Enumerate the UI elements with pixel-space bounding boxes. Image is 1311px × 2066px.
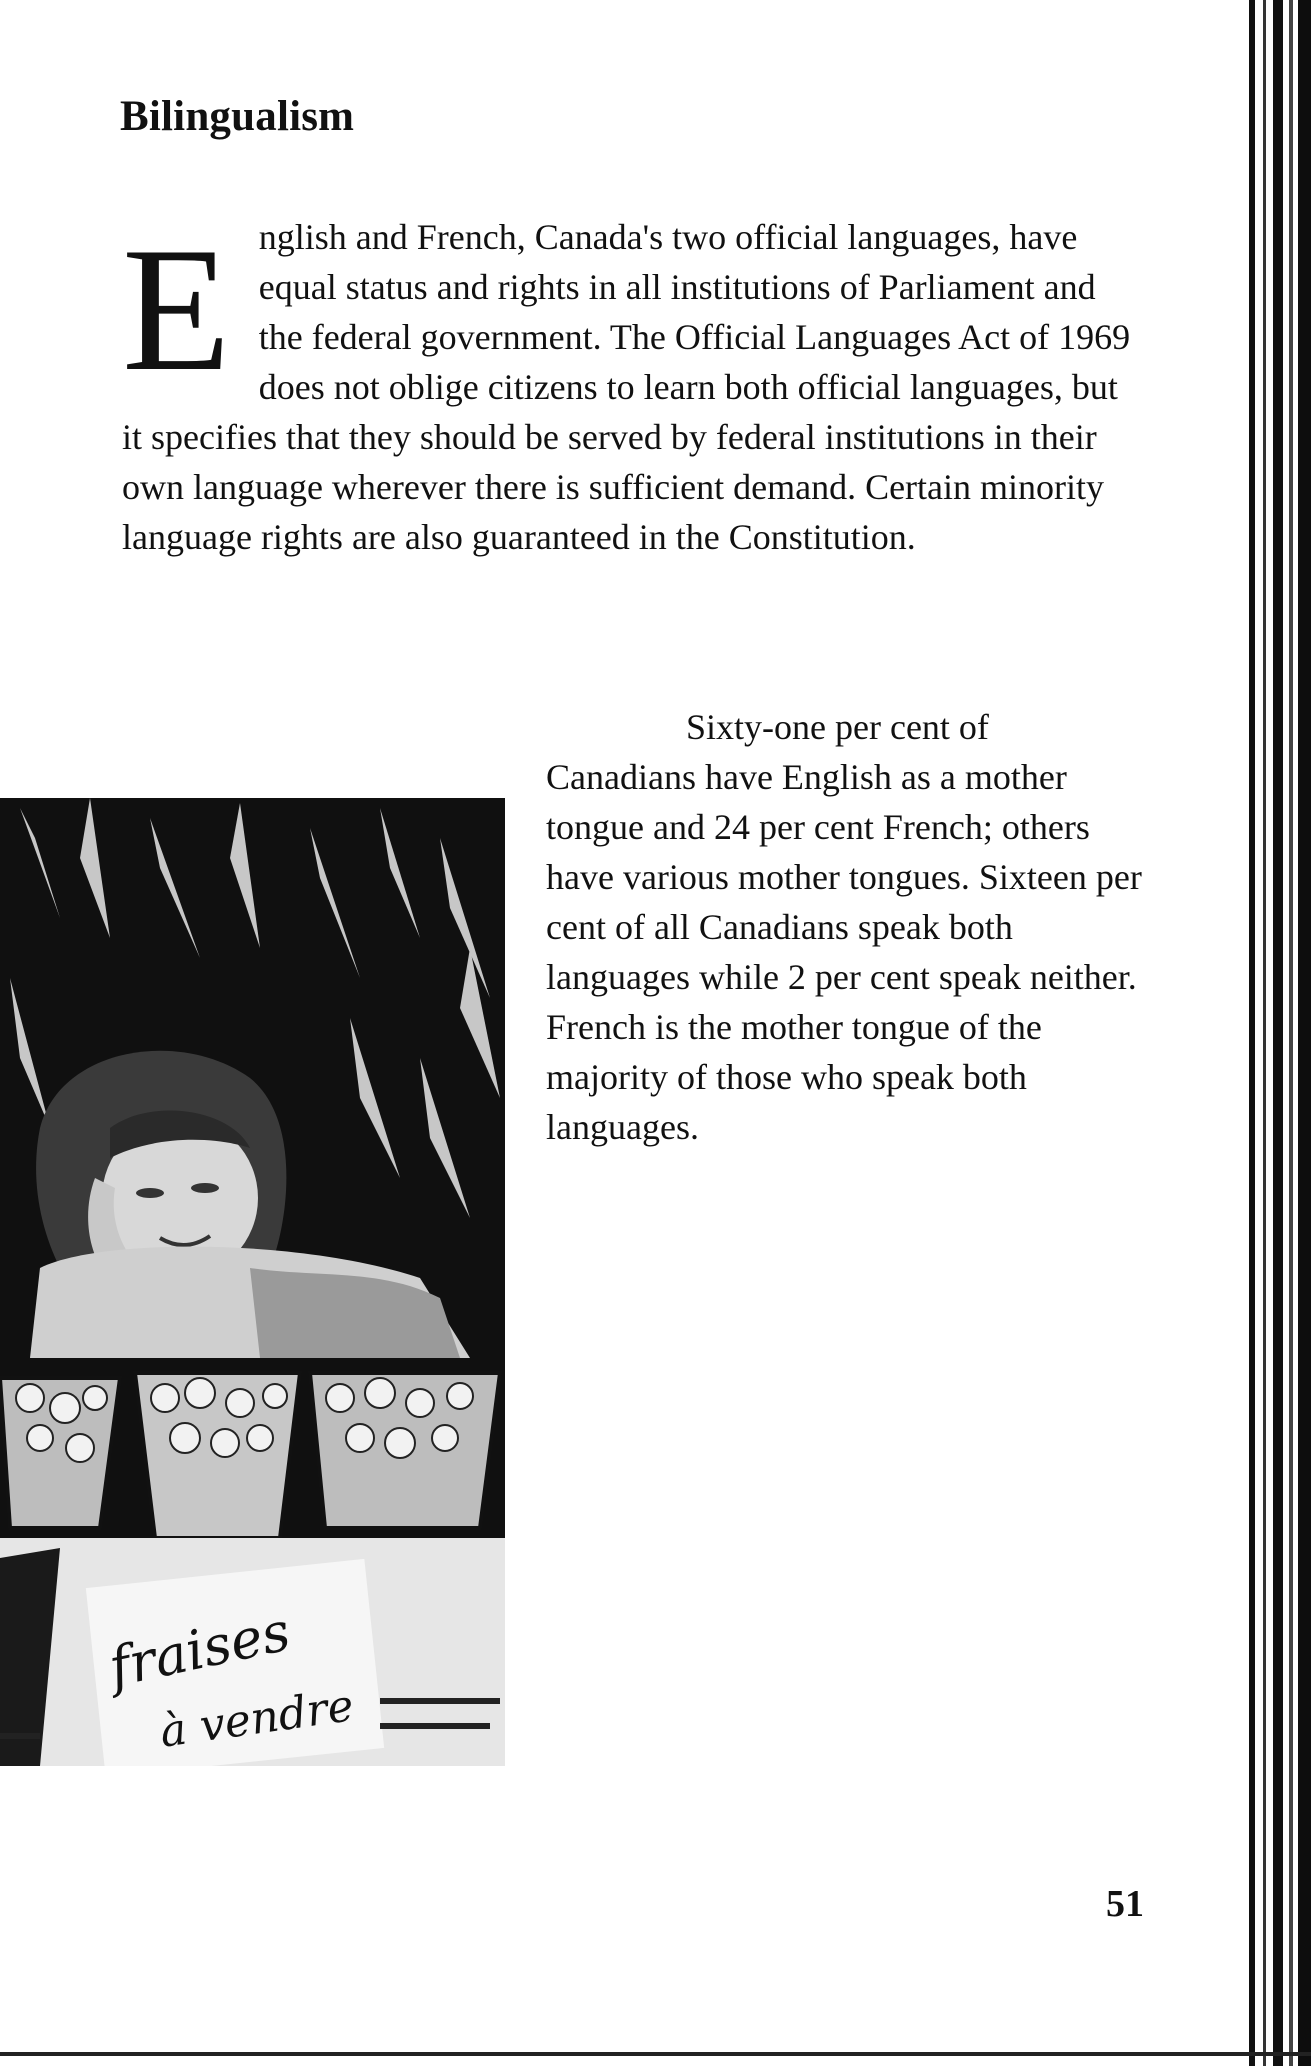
intro-text: nglish and French, Canada's two official languages, have equal status and rights in all institutions of Parliament and the federal government. The Official Languages Act of 1969 does not oblige citizens to learn both official languages, but it specifies that they should be served by federal institutions in their own language wherever there is sufficient demand. Certain minority language rights are also guaranteed in the Constitution. xyxy=(122,217,1131,557)
photo-woman-strawberries xyxy=(0,798,505,1766)
sign-text-line1: fraises xyxy=(103,1599,296,1700)
drop-cap: E xyxy=(122,210,231,408)
intro-paragraph xyxy=(122,212,1132,562)
book-binding-edge xyxy=(1241,0,1311,2066)
sign-text-line2: à vendre xyxy=(156,1680,357,1758)
bottom-edge-line xyxy=(0,2052,1311,2056)
page-title: Bilingualism xyxy=(120,93,355,140)
language-statistics-paragraph: Sixty-one per cent of Canadians have English as a mother tongue and 24 per cent French; others have various mother tongues. Sixteen per cent of all Canadians speak both languages while 2 per cent speak neither. French is the mother tongue of the majority of those who speak both languages. xyxy=(546,707,1142,1147)
strawberry-baskets xyxy=(0,1373,500,1538)
page-number: 51 xyxy=(1106,1883,1144,1925)
